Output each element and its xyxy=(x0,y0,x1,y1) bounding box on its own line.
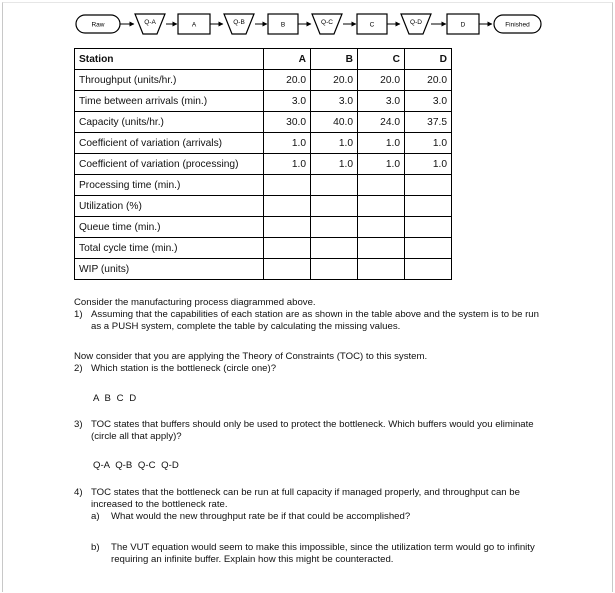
question-4b-number: b) xyxy=(91,542,100,553)
row-label: Processing time (min.) xyxy=(75,175,264,196)
queue-b-label: Q-B xyxy=(233,19,245,26)
cell-a[interactable] xyxy=(264,259,311,280)
question-1-text: Assuming that the capabilities of each station are as shown in the table above and the system is to be run as a PUSH system, complete the table by calculating the missing values. xyxy=(91,309,539,333)
cell-a[interactable]: 1.0 xyxy=(264,133,311,154)
table-row xyxy=(75,217,452,238)
finished-label: Finished xyxy=(505,21,530,29)
cell-c[interactable]: 3.0 xyxy=(358,91,405,112)
row-label: Capacity (units/hr.) xyxy=(75,112,264,133)
cell-b[interactable]: 40.0 xyxy=(311,112,358,133)
intro-paragraph xyxy=(74,297,544,334)
cell-b[interactable] xyxy=(311,259,358,280)
question-4a-number: a) xyxy=(91,511,100,523)
cell-d[interactable]: 1.0 xyxy=(405,133,452,154)
row-label: Time between arrivals (min.) xyxy=(75,91,264,112)
row-label: Coefficient of variation (arrivals) xyxy=(75,133,264,154)
question-2-choices[interactable]: A B C D xyxy=(93,393,137,404)
table-row xyxy=(75,154,452,175)
cell-c[interactable]: 1.0 xyxy=(358,154,405,175)
cell-a[interactable]: 30.0 xyxy=(264,112,311,133)
question-1 xyxy=(74,309,544,333)
cell-b[interactable] xyxy=(311,175,358,196)
question-4b-text: The VUT equation would seem to make this impossible, since the utilization term would go to infinity requiring an infinite buffer. Explain how this might be counteracted. xyxy=(111,542,535,566)
cell-d[interactable]: 1.0 xyxy=(405,154,452,175)
cell-a[interactable] xyxy=(264,196,311,217)
question-4a xyxy=(91,511,544,523)
station-b-label: B xyxy=(280,21,286,29)
raw-label: Raw xyxy=(91,21,105,29)
header-a: A xyxy=(264,49,311,70)
row-label: WIP (units) xyxy=(75,259,264,280)
station-table-wrapper xyxy=(74,48,452,280)
cell-a[interactable]: 1.0 xyxy=(264,154,311,175)
cell-c[interactable] xyxy=(358,259,405,280)
cell-c[interactable]: 20.0 xyxy=(358,70,405,91)
table-row xyxy=(75,259,452,280)
cell-b[interactable] xyxy=(311,217,358,238)
question-3-text: TOC states that buffers should only be used to protect the bottleneck. Which buffers would you eliminate (circle all that apply)? xyxy=(91,419,534,443)
question-1-number: 1) xyxy=(74,309,83,321)
queue-c-label: Q-C xyxy=(321,19,333,26)
cell-d[interactable] xyxy=(405,238,452,259)
toc-intro-text: Now consider that you are applying the Theory of Constraints (TOC) to this system. xyxy=(74,351,428,362)
cell-a[interactable] xyxy=(264,175,311,196)
row-label: Coefficient of variation (processing) xyxy=(75,154,264,175)
cell-c[interactable] xyxy=(358,217,405,238)
station-table xyxy=(74,48,452,280)
question-3-number: 3) xyxy=(74,419,83,430)
question-2-text: Which station is the bottleneck (circle one)? xyxy=(91,363,277,375)
table-row xyxy=(75,70,452,91)
cell-b[interactable] xyxy=(311,196,358,217)
cell-b[interactable]: 1.0 xyxy=(311,154,358,175)
cell-b[interactable] xyxy=(311,238,358,259)
cell-a[interactable]: 3.0 xyxy=(264,91,311,112)
table-row xyxy=(75,133,452,154)
question-4-text: TOC states that the bottleneck can be run at full capacity if managed properly, and throughput can be increased to the bottleneck rate. xyxy=(91,487,520,511)
cell-c[interactable]: 24.0 xyxy=(358,112,405,133)
station-c-label: C xyxy=(369,21,375,29)
row-label: Total cycle time (min.) xyxy=(75,238,264,259)
cell-d[interactable] xyxy=(405,175,452,196)
question-2-number: 2) xyxy=(74,363,83,375)
cell-a[interactable] xyxy=(264,217,311,238)
cell-c[interactable] xyxy=(358,175,405,196)
cell-d[interactable]: 37.5 xyxy=(405,112,452,133)
cell-a[interactable] xyxy=(264,238,311,259)
table-row xyxy=(75,196,452,217)
table-row xyxy=(75,238,452,259)
row-label: Utilization (%) xyxy=(75,196,264,217)
cell-c[interactable] xyxy=(358,238,405,259)
question-2 xyxy=(74,363,544,375)
process-flow-diagram xyxy=(0,0,615,40)
question-4 xyxy=(74,487,544,524)
table-row xyxy=(75,112,452,133)
cell-d[interactable]: 3.0 xyxy=(405,91,452,112)
question-4b xyxy=(74,542,544,566)
cell-c[interactable] xyxy=(358,196,405,217)
cell-d[interactable] xyxy=(405,259,452,280)
row-label: Throughput (units/hr.) xyxy=(75,70,264,91)
cell-d[interactable] xyxy=(405,217,452,238)
station-a-label: A xyxy=(191,21,197,29)
queue-d-label: Q-D xyxy=(410,19,422,26)
cell-a[interactable]: 20.0 xyxy=(264,70,311,91)
header-d: D xyxy=(405,49,452,70)
table-header-row xyxy=(75,49,452,70)
cell-d[interactable] xyxy=(405,196,452,217)
table-row xyxy=(75,175,452,196)
header-b: B xyxy=(311,49,358,70)
station-d-label: D xyxy=(460,21,466,29)
question-3 xyxy=(74,419,544,443)
header-station: Station xyxy=(75,49,264,70)
cell-d[interactable]: 20.0 xyxy=(405,70,452,91)
intro-text: Consider the manufacturing process diagrammed above. xyxy=(74,297,316,308)
question-4a-text: What would the new throughput rate be if that could be accomplished? xyxy=(111,511,411,523)
question-4-number: 4) xyxy=(74,487,83,498)
toc-section xyxy=(74,351,544,375)
table-row xyxy=(75,91,452,112)
queue-a-label: Q-A xyxy=(144,19,156,26)
cell-b[interactable]: 20.0 xyxy=(311,70,358,91)
question-3-choices[interactable]: Q-A Q-B Q-C Q-D xyxy=(93,460,179,471)
cell-b[interactable]: 3.0 xyxy=(311,91,358,112)
cell-b[interactable]: 1.0 xyxy=(311,133,358,154)
cell-c[interactable]: 1.0 xyxy=(358,133,405,154)
row-label: Queue time (min.) xyxy=(75,217,264,238)
header-c: C xyxy=(358,49,405,70)
